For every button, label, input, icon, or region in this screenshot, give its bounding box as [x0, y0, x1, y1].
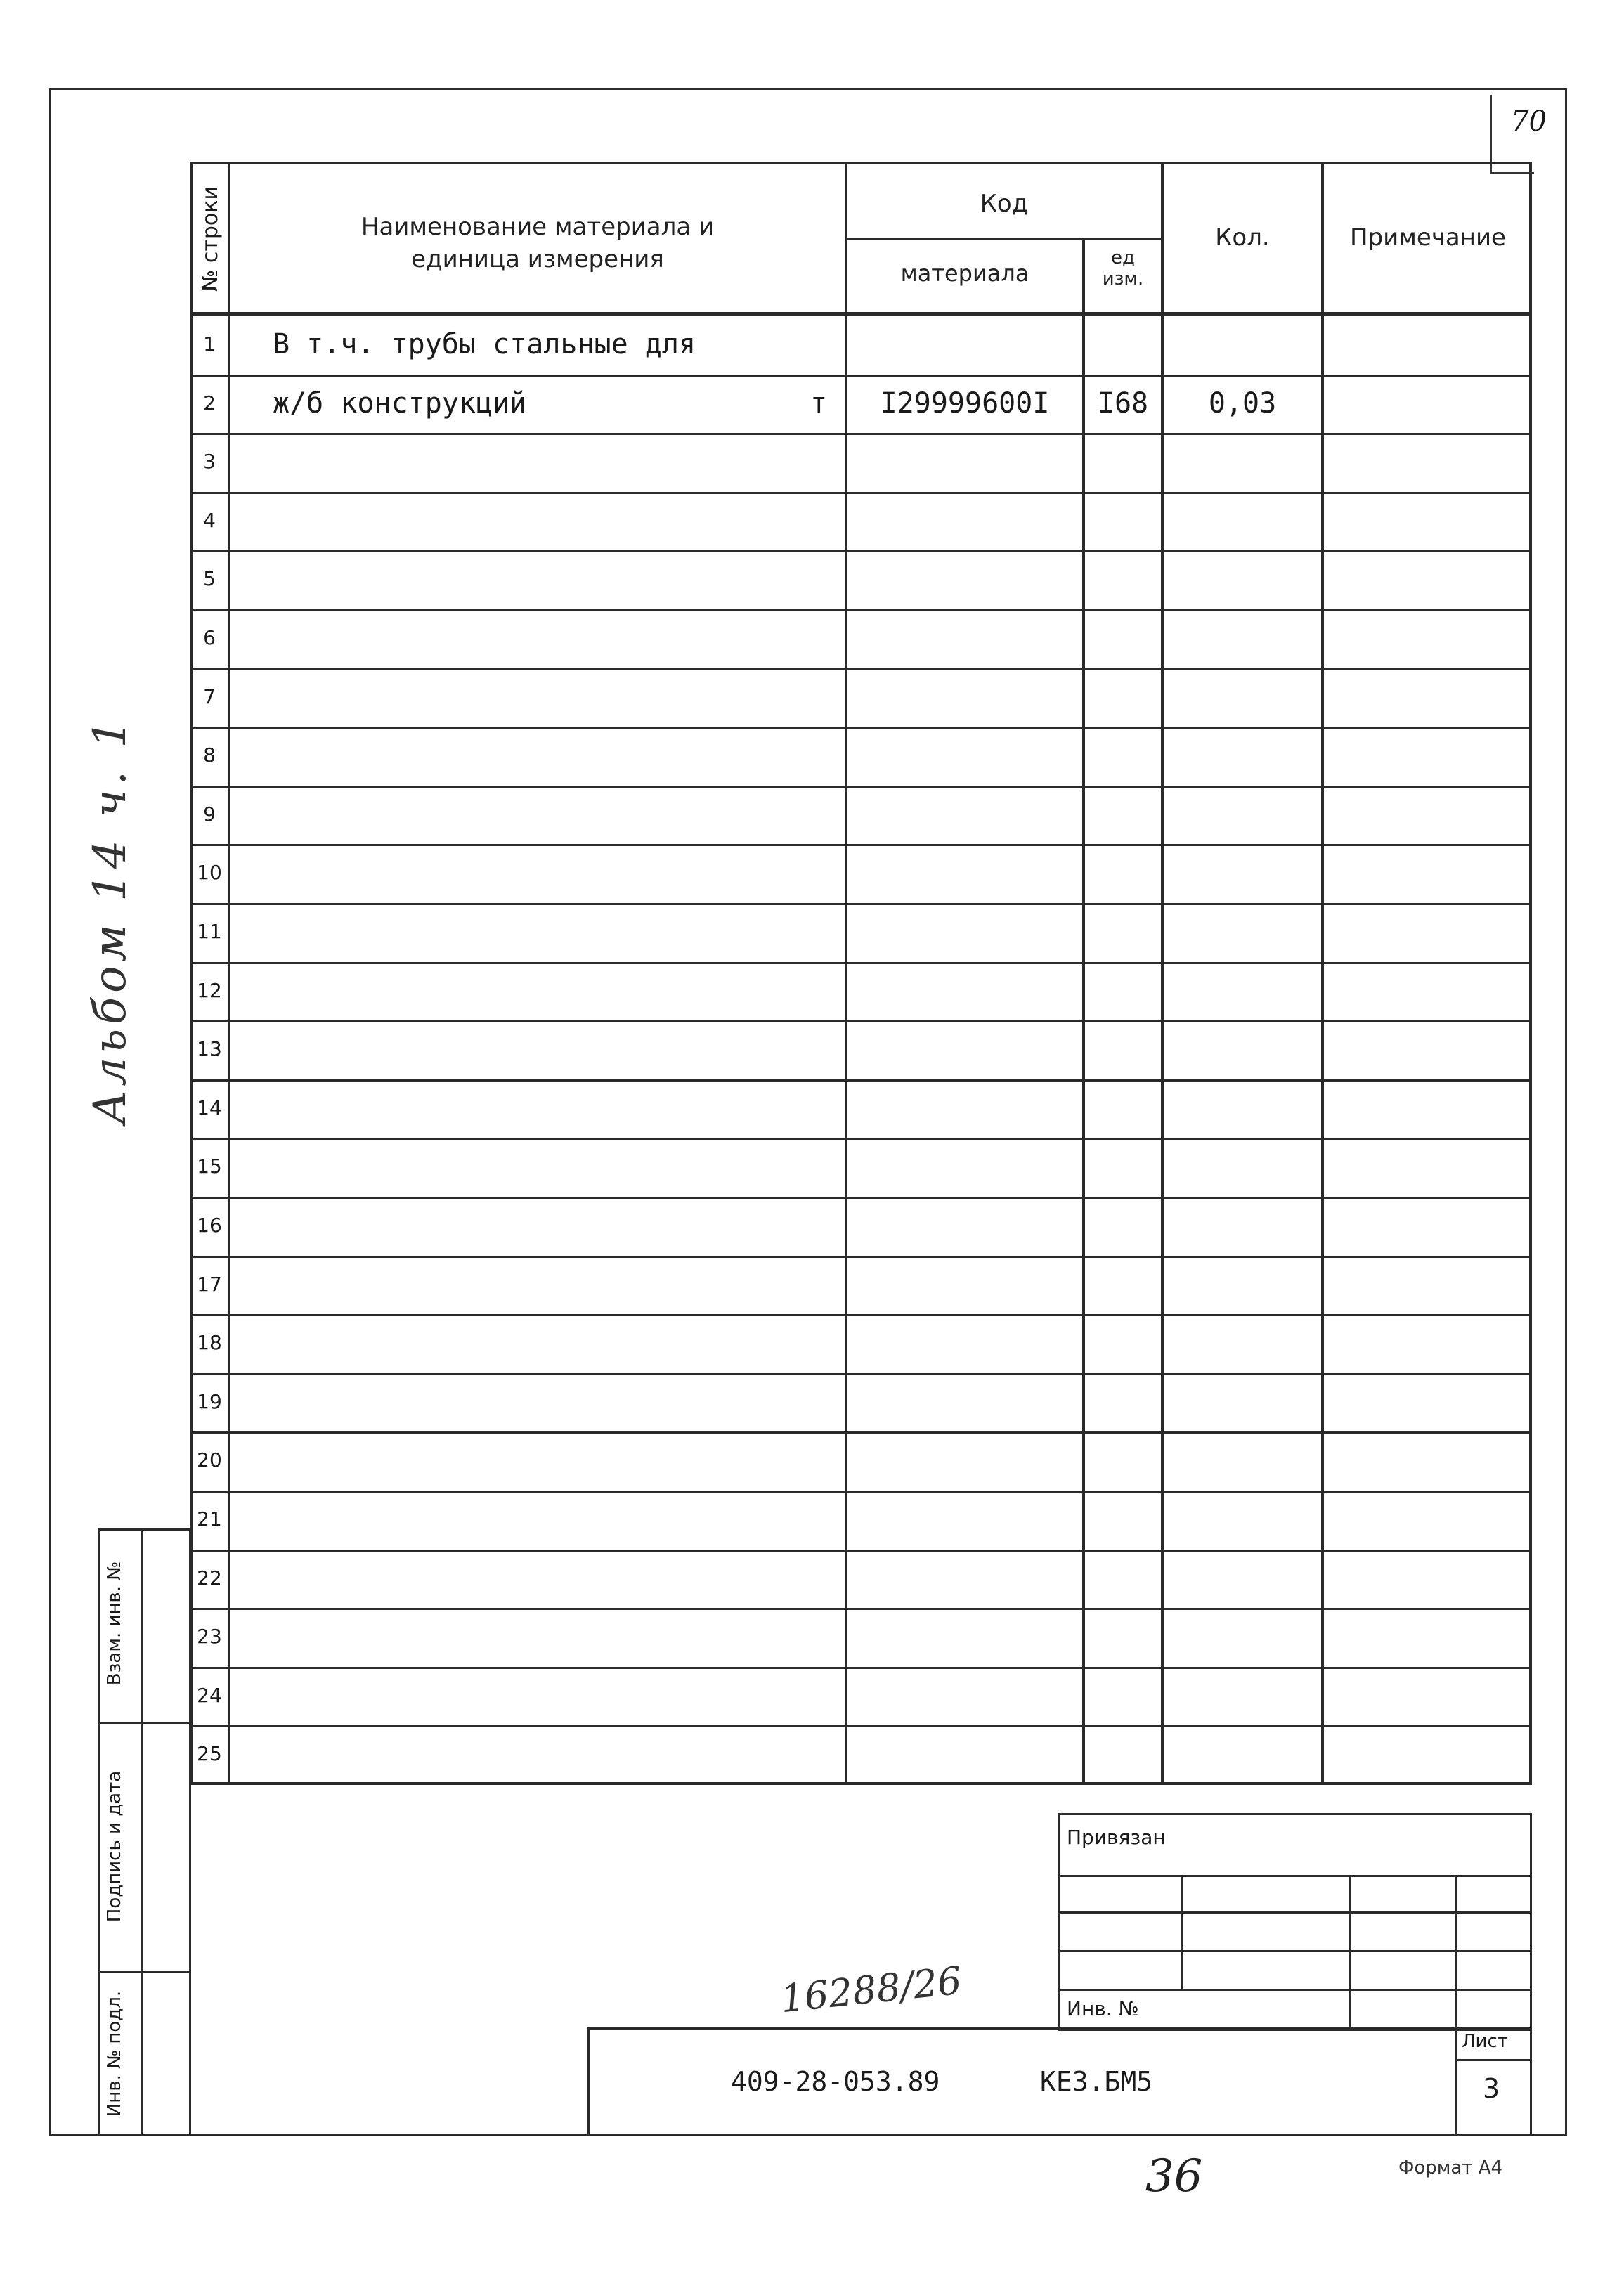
left-stamp-line	[98, 1971, 191, 1973]
row-unit-symbol: т	[810, 387, 828, 420]
row-number: 11	[197, 920, 222, 943]
row-number: 1	[203, 332, 216, 356]
row-divider	[190, 844, 1532, 846]
tb-line	[1455, 2059, 1532, 2061]
row-name: ж/б конструкций	[273, 387, 527, 420]
row-divider	[190, 609, 1532, 611]
row-divider	[190, 903, 1532, 905]
row-number: 7	[203, 685, 216, 708]
row-number: 9	[203, 803, 216, 826]
row-number: 16	[197, 1214, 222, 1237]
handwritten-reg-number: 16288/26	[778, 1958, 964, 2022]
format-label: Формат А4	[1398, 2157, 1503, 2178]
page-number-top: 70	[1511, 105, 1547, 138]
row-divider	[190, 962, 1532, 964]
stamp-sign-date: Подпись и дата	[104, 1770, 125, 1923]
header-qty: Кол.	[1215, 223, 1270, 252]
header-unit-line1: ед	[1111, 247, 1135, 268]
row-divider	[190, 1550, 1532, 1552]
row-number: 17	[197, 1273, 222, 1296]
row-divider	[190, 375, 1532, 377]
row-divider	[190, 1667, 1532, 1669]
row-number: 10	[197, 861, 222, 884]
left-stamp-line	[98, 1722, 191, 1724]
row-unit-code: I68	[1097, 387, 1149, 420]
row-number: 19	[197, 1390, 222, 1413]
row-material-code: I29999600I	[880, 387, 1050, 420]
bottom-handwritten-number: 36	[1145, 2150, 1203, 2202]
col-line	[228, 162, 230, 1785]
row-number: 3	[203, 450, 216, 473]
row-qty: 0,03	[1208, 387, 1277, 420]
row-divider	[190, 1491, 1532, 1493]
row-number: 23	[197, 1625, 222, 1648]
tb-line	[1058, 1875, 1532, 1877]
row-number: 18	[197, 1331, 222, 1354]
tb-line	[1181, 1875, 1183, 1989]
row-divider	[190, 1079, 1532, 1082]
row-divider	[190, 1725, 1532, 1727]
tb-line	[1058, 1989, 1532, 1991]
stamp-replace-inv: Взам. инв. №	[104, 1561, 125, 1686]
col-line	[1082, 239, 1085, 1785]
row-number: 8	[203, 743, 216, 767]
col-line	[1321, 162, 1324, 1785]
row-divider	[190, 492, 1532, 494]
side-album-note: Альбом 14 ч. 1	[84, 715, 136, 1124]
row-divider	[190, 433, 1532, 435]
sheet-label: Лист	[1462, 2031, 1508, 2052]
row-number: 20	[197, 1448, 222, 1472]
row-divider	[190, 550, 1532, 552]
row-number: 25	[197, 1742, 222, 1765]
row-number: 5	[203, 567, 216, 590]
header-unit-line2: изм.	[1102, 268, 1144, 290]
tb-line	[1455, 1875, 1457, 2031]
row-divider	[190, 1608, 1532, 1610]
attached-label: Привязан	[1067, 1826, 1166, 1849]
doc-suffix: КЕЗ.БМ5	[1040, 2066, 1153, 2097]
header-code: Код	[980, 190, 1029, 218]
row-divider	[190, 1373, 1532, 1375]
row-divider	[190, 1020, 1532, 1022]
header-unit	[1085, 247, 1161, 290]
tb-line	[1455, 2027, 1457, 2136]
header-material: материала	[900, 260, 1029, 287]
row-number: 4	[203, 509, 216, 532]
row-number: 13	[197, 1037, 222, 1060]
header-name	[232, 211, 843, 275]
sheet-number: 3	[1483, 2073, 1500, 2104]
row-divider	[190, 1138, 1532, 1140]
doc-code: 409-28-053.89	[731, 2066, 940, 2097]
row-number: 24	[197, 1684, 222, 1707]
header-name-line1: Наименование материала и	[360, 213, 715, 241]
header-note: Примечание	[1350, 223, 1506, 252]
row-divider	[190, 1256, 1532, 1258]
row-number: 21	[197, 1507, 222, 1531]
row-number: 22	[197, 1566, 222, 1590]
inv-no-label: Инв. №	[1067, 1997, 1139, 2020]
row-divider	[190, 668, 1532, 670]
row-number: 12	[197, 979, 222, 1002]
row-name: В т.ч. трубы стальные для	[273, 328, 696, 361]
tb-line	[1349, 1875, 1351, 2031]
header-row-no: № строки	[198, 186, 223, 292]
tb-line	[1058, 1950, 1532, 1952]
row-number: 6	[203, 626, 216, 649]
row-divider	[190, 727, 1532, 729]
row-number: 14	[197, 1096, 222, 1119]
header-name-line2: единица измерения	[411, 245, 664, 273]
stamp-inv-orig: Инв. № подл.	[104, 1990, 125, 2117]
row-divider	[190, 1314, 1532, 1316]
header-split-line	[845, 238, 1164, 240]
row-number: 15	[197, 1155, 222, 1178]
row-divider	[190, 1197, 1532, 1199]
tb-line	[1058, 1911, 1532, 1914]
row-divider	[190, 1431, 1532, 1434]
header-bottom-line	[190, 312, 1532, 316]
row-divider	[190, 786, 1532, 788]
left-stamp-line	[141, 1528, 143, 2136]
row-number: 2	[203, 391, 216, 415]
